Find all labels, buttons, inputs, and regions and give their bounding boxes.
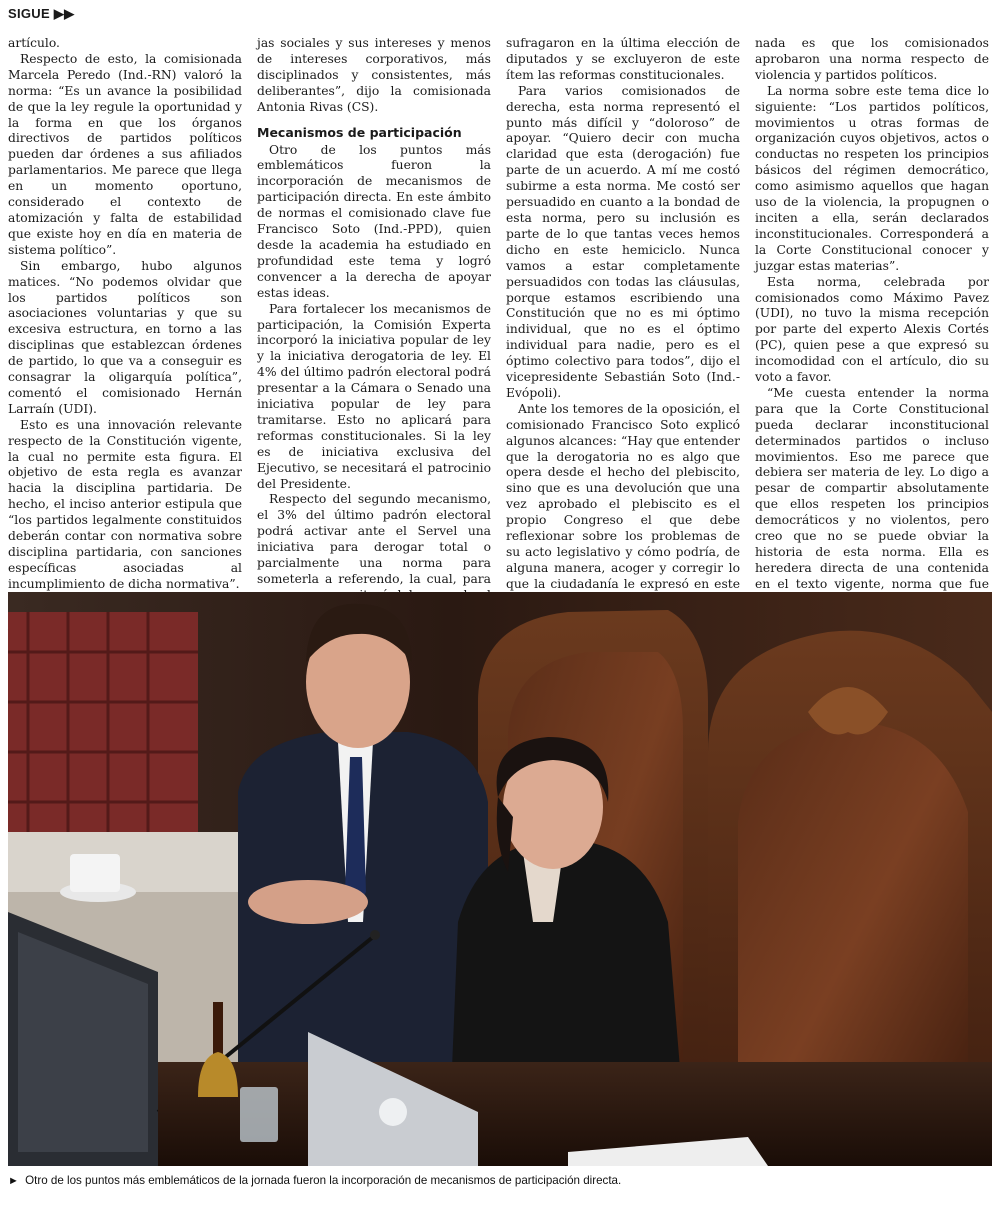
paragraph-text: artículo. [8,36,60,50]
paragraph-text: Respecto de esto, la comisionada Marcela Peredo (Ind.-RN) valoró la norma: “Es un avance la posibilidad de que la ley regule la oportunidad y la forma en que los órganos directivos de partidos políticos pueden dar órdenes a sus afiliados parlamentarios. Me parece que llega en un momento oportuno, considerado el contexto de atomización y falta de estabilidad que existe hoy en día en materia de sistema político”. [8,51,242,257]
paragraph [755,36,989,84]
paragraph-text: Otro de los puntos más emblemáticos fueron la incorporación de mecanismos de participación directa. En este ámbito de normas el comisionado clave fue Francisco Soto (Ind.-PPD), quien desde la academia ha estudiado en profundidad este tema y logró convencer a la derecha de apoyar estas ideas. [257,142,491,300]
paragraph [8,52,242,259]
paragraph-text: nada es que los comisionados aprobaron una norma respecto de violencia y partidos políticos. [755,36,989,82]
paragraph [8,259,242,418]
paragraph [755,275,989,386]
photo-caption [8,1174,992,1187]
paragraph-text: “Me cuesta entender la norma para que la Corte Constitucional pueda declarar inconstitucional determinados partidos o incluso movimientos. Eso me parece que debiera ser materia de ley. Lo digo a pesar de compartir absolutamente que ellos respeten los principios democráticos y no violentos, pero creo que no se puede obviar la historia de esta norma. Ella es heredera directa de una contenida en el texto vigente, norma que fue [755,385,989,591]
paragraph [506,84,740,402]
paragraph-text: Para fortalecer los mecanismos de participación, la Comisión Experta incorporó la iniciativa popular de ley y la iniciativa derogatoria de ley. El 4% del último padrón electoral podrá presentar a la Cámara o Senado una iniciativa popular de ley para tramitarse. Esto no aplicará para reformas constitucionales. Si la ley es de iniciativa exclusiva del Ejecutivo, se necesitará el patrocinio del Presidente. [257,301,491,491]
paragraph-text: Respecto del segundo mecanismo, el 3% del último padrón electoral podrá activar ante el Servel una iniciativa para derogar total o parcialmente una norma para someterla a referendo, la cual, para [257,492,491,586]
text-column-2 [257,36,491,586]
paragraph [257,302,491,493]
text-column-1 [8,36,242,591]
news-photo [8,592,992,1166]
continues-label: SIGUE ▶▶ [8,6,75,21]
caption-text: Otro de los puntos más emblemáticos de la jornada fueron la incorporación de mecanismos de participación directa. [25,1174,622,1187]
text-column-4 [755,36,989,591]
text-column-3 [506,36,740,591]
paragraph-text: Esta norma, celebrada por comisionados como Máximo Pavez (UDI), no tuvo la misma recepción por parte del experto Alexis Cortés (PC), quien pese a que expresó su incomodidad con el artículo, dio su voto a favor. [755,274,989,385]
paragraph-text: Esto es una innovación relevante respecto de la Constitución vigente, la cual no permite esta figura. El objetivo de esta regla es avanzar hacia la disciplina partidaria. De hecho, el inciso anterior estipula que “los partidos legalmente constituidos deberán contar con normativa sobre disciplina partidaria, con sanciones específicas asociadas al incumplimiento de dicha normativa”. [8,417,242,591]
photo-illustration [8,592,992,1166]
paragraph [755,84,989,275]
paragraph-text: Ante los temores de la oposición, el comisionado Francisco Soto explicó algunos alcances: “Hay que entender que la derogatoria no es algo que opera desde el hecho del plebiscito, sino que es una devolución que una vez aprobado el plebiscito es el propio Congreso el que debe reflexionar sobre los problemas de su acto legislativo y cómo podría, de alguna manera, acoger y corregir lo que la ciudadanía le expresó en este [506,401,740,591]
paragraph [257,143,491,302]
paragraph [506,402,740,609]
paragraph-text: jas sociales y sus intereses y menos de intereses corporativos, más disciplinados y consistentes, más deliberantes”, dijo la comisionada Antonia Rivas (CS). [257,36,491,114]
paragraph [506,36,740,84]
section-heading [257,125,491,141]
paragraph-text: sufragaron en la última elección de diputados y se excluyeron de este ítem las reformas constitucionales. [506,36,740,82]
paragraph-text: La norma sobre este tema dice lo siguiente: “Los partidos políticos, movimientos u otras formas de organización cuyos objetivos, actos o conductas no respeten los principios básicos del régimen democrático, como asimismo aquellos que hagan uso de la violencia, la propugnen o inciten a ella, serán declarados inconstitucionales. Corresponderá a la Corte Constitucional conocer y juzgar estas materias”. [755,83,989,273]
article-body [8,36,992,591]
paragraph [257,36,491,116]
paragraph [8,36,242,52]
caption-marker-icon: ► [8,1175,19,1187]
paragraph [8,418,242,593]
paragraph-text: Para varios comisionados de derecha, esta norma representó el punto más difícil y “doloroso” de apoyar. “Quiero decir con mucha claridad que esta (derogación) fue parte de un acuerdo. A mí me costó subirme a esta norma. Me costó ser persuadido en cuanto a la bondad de esta norma, pero su inclusión es parte de lo que tantas veces hemos dicho en este hemiciclo. Nunca vamos a estar completamente persuadidos con todas las cláusulas, porque estamos escribiendo una Constitución que no es mi óptimo individual, que no es el óptimo individual para nadie, pero es el óptimo colectivo para todos”, dijo el vicepresidente Sebastián Soto (Ind.-Evópoli). [506,83,740,400]
paragraph-text: Sin embargo, hubo algunos matices. “No podemos olvidar que los partidos políticos son asociaciones voluntarias y que su excesiva estructura, en torno a las disciplinas que establezcan órdenes de partido, lo que va a conseguir es consagrar la oligarquía política”, comentó el comisionado Hernán Larraín (UDI). [8,258,242,416]
section-heading-text: Mecanismos de participación [257,124,462,140]
